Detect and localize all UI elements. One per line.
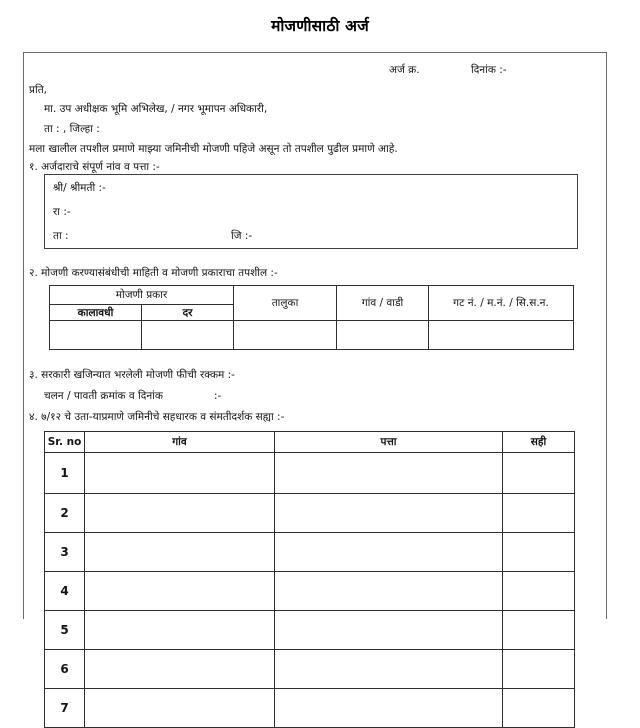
column-header-survey-duration: कालावधी <box>50 305 142 321</box>
cell-serial-number: 2 <box>45 494 85 533</box>
challan-receipt-value: :- <box>214 390 222 402</box>
cell-signature[interactable] <box>503 689 575 728</box>
cell-village[interactable] <box>85 611 275 650</box>
table-header-row-group <box>50 286 574 305</box>
cell-signature[interactable] <box>503 453 575 494</box>
column-header-village: गांव / वाडी <box>337 286 429 321</box>
cell-address[interactable] <box>275 689 503 728</box>
applicant-residence-label: रा :- <box>53 206 71 218</box>
cell-survey-number[interactable] <box>429 321 574 350</box>
table-row[interactable] <box>45 650 575 689</box>
applicant-name-label: श्री/ श्रीमती :- <box>53 182 106 194</box>
addressee-taluka-district-line: ता : , जिल्हा : <box>44 123 100 135</box>
page-title: मोजणीसाठी अर्ज <box>271 17 369 35</box>
table-row[interactable] <box>45 453 575 494</box>
salutation: प्रति, <box>29 84 48 96</box>
cell-signature[interactable] <box>503 611 575 650</box>
applicant-district-label: जि :- <box>231 230 253 242</box>
survey-type-table <box>49 285 574 350</box>
section1-heading: १. अर्जदाराचे संपूर्ण नांव व पत्ता :- <box>29 161 160 173</box>
cell-survey-rate[interactable] <box>142 321 234 350</box>
column-header-serial-number: Sr. no <box>45 432 85 453</box>
column-header-taluka: तालुका <box>234 286 337 321</box>
cell-serial-number: 7 <box>45 689 85 728</box>
section2-heading: २. मोजणी करण्यासंबंधीची माहिती व मोजणी प्रकाराचा तपशील :- <box>29 267 278 279</box>
application-number-label: अर्ज क्र. <box>389 64 420 76</box>
cell-village[interactable] <box>85 494 275 533</box>
cell-serial-number: 6 <box>45 650 85 689</box>
cell-village[interactable] <box>85 572 275 611</box>
cell-address[interactable] <box>275 650 503 689</box>
section4-heading: ४. ७/१२ चे उता-याप्रमाणे जमिनीचे सहधारक व संमतीदर्शक सह्या :- <box>29 411 285 423</box>
cell-village[interactable] <box>337 321 429 350</box>
table-row[interactable] <box>45 494 575 533</box>
cell-signature[interactable] <box>503 533 575 572</box>
cell-signature[interactable] <box>503 650 575 689</box>
cell-address[interactable] <box>275 533 503 572</box>
date-label: दिनांक :- <box>471 64 507 76</box>
cell-address[interactable] <box>275 494 503 533</box>
section3-heading: ३. सरकारी खजिन्यात भरलेली मोजणी फीची रक्कम :- <box>29 369 235 381</box>
cell-serial-number: 1 <box>45 453 85 494</box>
cell-village[interactable] <box>85 453 275 494</box>
coholder-signature-table <box>44 431 575 728</box>
applicant-details-box <box>44 174 578 249</box>
applicant-taluka-label: ता : <box>53 230 69 242</box>
cell-address[interactable] <box>275 611 503 650</box>
cell-village[interactable] <box>85 689 275 728</box>
cell-serial-number: 4 <box>45 572 85 611</box>
table-row[interactable] <box>45 533 575 572</box>
cell-village[interactable] <box>85 533 275 572</box>
intro-paragraph: मला खालील तपशील प्रमाणे माझ्या जमिनीची मोजणी पहिजे असून तो तपशील पुढील प्रमाणे आहे. <box>29 143 398 155</box>
addressee-line: मा. उप अधीक्षक भूमि अभिलेख, / नगर भूमापन अधिकारी, <box>44 103 268 115</box>
column-header-address: पत्ता <box>275 432 503 453</box>
table-row[interactable] <box>50 321 574 350</box>
table-row[interactable] <box>45 689 575 728</box>
column-header-survey-number: गट नं. / म.नं. / सि.स.न. <box>429 286 574 321</box>
column-header-signature: सही <box>503 432 575 453</box>
column-header-village: गांव <box>85 432 275 453</box>
cell-taluka[interactable] <box>234 321 337 350</box>
cell-signature[interactable] <box>503 572 575 611</box>
challan-receipt-label: चलन / पावती क्रमांक व दिनांक <box>44 390 163 402</box>
cell-address[interactable] <box>275 453 503 494</box>
table-row[interactable] <box>45 572 575 611</box>
table-header-row <box>45 432 575 453</box>
column-header-survey-rate: दर <box>142 305 234 321</box>
cell-survey-duration[interactable] <box>50 321 142 350</box>
form-page-frame <box>23 52 607 715</box>
cell-signature[interactable] <box>503 494 575 533</box>
cell-serial-number: 5 <box>45 611 85 650</box>
cell-village[interactable] <box>85 650 275 689</box>
cell-address[interactable] <box>275 572 503 611</box>
cell-serial-number: 3 <box>45 533 85 572</box>
survey-type-group-header: मोजणी प्रकार <box>50 286 234 305</box>
table-row[interactable] <box>45 611 575 650</box>
